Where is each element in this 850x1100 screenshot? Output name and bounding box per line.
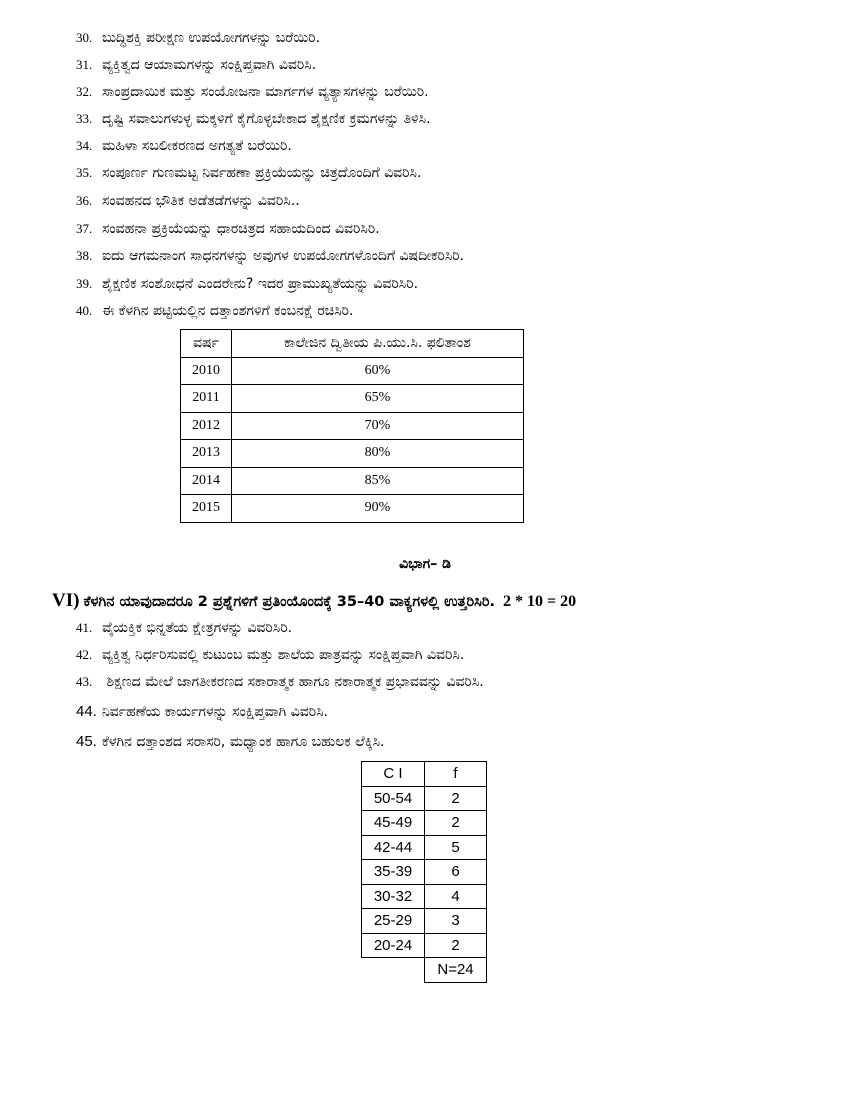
table-row	[362, 786, 487, 811]
question-text: ಸಂವಹನಾ ಪ್ರಕ್ರಿಯೆಯನ್ನು ಧಾರಚಿತ್ರದ ಸಹಾಯದಿಂದ ವಿವರಿಸಿರಿ.	[102, 221, 380, 237]
question-text: ದೃಷ್ಟಿ ಸವಾಲುಗಳುಳ್ಳ ಮಕ್ಕಳಿಗೆ ಕೈಗೊಳ್ಳಬೇಕಾದ ಶೈಕ್ಷಣಿಕ ಕ್ರಮಗಳನ್ನು ತಿಳಿಸಿ.	[102, 111, 431, 127]
empty-cell	[362, 958, 425, 983]
result-cell: 80%	[232, 440, 524, 468]
question-40	[76, 302, 353, 320]
question-number: 39.	[76, 276, 93, 291]
result-header: ಕಾಲೇಜಿನ ದ್ವಿತೀಯ ಪಿ.ಯು.ಸಿ. ಫಲಿತಾಂಶ	[232, 330, 524, 358]
question-number: 40.	[76, 303, 93, 318]
year-cell: 2014	[181, 467, 232, 495]
frequency-header: f	[425, 762, 487, 787]
question-number: 37.	[76, 221, 93, 236]
question-37	[76, 220, 380, 238]
question-31	[76, 56, 316, 74]
question-number: 32.	[76, 84, 93, 99]
question-text: ವ್ಯಕ್ತಿತ್ವ ನಿರ್ಧರಿಸುವಲ್ಲಿ ಕುಟುಂಬ ಮತ್ತು ಶಾಲೆಯ ಪಾತ್ರವನ್ನು ಸಂಕ್ಷಿಪ್ತವಾಗಿ ವಿವರಿಸಿ.	[102, 647, 465, 663]
question-text: ಕೆಳಗಿನ ದತ್ತಾಂಶದ ಸರಾಸರಿ, ಮಧ್ಯಾಂಕ ಹಾಗೂ ಬಹುಲಕ ಲೆಕ್ಕಿಸಿ.	[102, 734, 385, 750]
result-cell: 65%	[232, 385, 524, 413]
question-30	[76, 29, 320, 47]
table-row	[181, 412, 524, 440]
question-number: 44.	[76, 703, 97, 720]
section-d-heading: ವಿಭಾಗ– ಡಿ	[399, 556, 451, 572]
class-interval-cell: 25-29	[362, 909, 425, 934]
result-cell: 60%	[232, 357, 524, 385]
question-32	[76, 83, 429, 101]
class-interval-cell: 35-39	[362, 860, 425, 885]
table-row	[362, 835, 487, 860]
table-header-row	[362, 762, 487, 787]
total-row	[362, 958, 487, 983]
table-row	[362, 884, 487, 909]
table-row	[362, 933, 487, 958]
year-cell: 2011	[181, 385, 232, 413]
class-interval-cell: 42-44	[362, 835, 425, 860]
question-number: 33.	[76, 111, 93, 126]
question-text: ಬುದ್ಧಿಶಕ್ತಿ ಪರೀಕ್ಷಣ ಉಪಯೋಗಗಳನ್ನು ಬರೆಯಿರಿ.	[102, 30, 321, 46]
question-text: ಸಂಪೂರ್ಣ ಗುಣಮಟ್ಟ ನಿರ್ವಹಣಾ ಪ್ರಕ್ರಿಯೆಯನ್ನು ಚಿತ್ರದೊಂದಿಗೆ ವಿವರಿಸಿ.	[102, 165, 422, 181]
question-33	[76, 110, 431, 128]
class-interval-cell: 30-32	[362, 884, 425, 909]
year-cell: 2010	[181, 357, 232, 385]
frequency-cell: 2	[425, 811, 487, 836]
question-34	[76, 137, 292, 155]
question-text: ವ್ಯಕ್ತಿತ್ವದ ಆಯಾಮಗಳನ್ನು ಸಂಕ್ಷಿಪ್ತವಾಗಿ ವಿವರಿಸಿ.	[102, 57, 317, 73]
question-text: ಮಹಿಳಾ ಸಬಲೀಕರಣದ ಅಗತ್ಯತೆ ಬರೆಯಿರಿ.	[102, 138, 292, 154]
year-cell: 2015	[181, 495, 232, 523]
question-36	[76, 192, 300, 210]
question-text: ನಿರ್ವಹಣೆಯ ಕಾರ್ಯಗಳನ್ನು ಸಂಕ್ಷಿಪ್ತವಾಗಿ ವಿವರಿಸಿ.	[102, 704, 329, 720]
question-text: ಈ ಕೆಳಗಿನ ಪಟ್ಟಿಯಲ್ಲಿನ ದತ್ತಾಂಶಗಳಿಗೆ ಕಂಬನಕ್ಷೆ ರಚಿಸಿರಿ.	[102, 303, 354, 319]
question-43	[76, 673, 484, 691]
results-table	[180, 329, 524, 523]
question-text: ಶೈಕ್ಷಣಿಕ ಸಂಶೋಧನೆ ಎಂದರೇನು? ಇದರ ಪ್ರಾಮುಖ್ಯತೆಯನ್ನು ವಿವರಿಸಿರಿ.	[102, 276, 419, 292]
question-number: 35.	[76, 165, 93, 180]
frequency-cell: 2	[425, 786, 487, 811]
table-row	[181, 357, 524, 385]
result-cell: 90%	[232, 495, 524, 523]
year-header: ವರ್ಷ	[181, 330, 232, 358]
result-cell: 70%	[232, 412, 524, 440]
question-number: 43.	[76, 674, 93, 689]
question-number: 36.	[76, 193, 93, 208]
question-text: ಐದು ಆಗಮನಾಂಗ ಸಾಧನಗಳನ್ನು ಅವುಗಳ ಉಪಯೋಗಗಳೊಂದಿಗೆ ವಿಷದೀಕರಿಸಿರಿ.	[102, 248, 465, 264]
question-42	[76, 646, 464, 664]
table-header-row	[181, 330, 524, 358]
year-cell: 2012	[181, 412, 232, 440]
frequency-cell: 6	[425, 860, 487, 885]
table-row	[181, 385, 524, 413]
question-45	[76, 733, 384, 751]
question-35	[76, 164, 421, 182]
class-interval-cell: 45-49	[362, 811, 425, 836]
table-row	[181, 440, 524, 468]
frequency-cell: 3	[425, 909, 487, 934]
frequency-cell: 2	[425, 933, 487, 958]
question-39	[76, 275, 418, 293]
question-41	[76, 619, 292, 637]
result-cell: 85%	[232, 467, 524, 495]
question-text: ವೈಯಕ್ತಿಕ ಭಿನ್ನತೆಯ ಕ್ಷೇತ್ರಗಳನ್ನು ವಿವರಿಸಿರಿ.	[102, 620, 293, 636]
question-number: 30.	[76, 30, 93, 45]
table-row	[181, 495, 524, 523]
question-text: ಸಂವಹನದ ಭೌತಿಕ ಅಡೆತಡೆಗಳನ್ನು ವಿವರಿಸಿ..	[102, 193, 300, 209]
instruction-text: ಕೆಳಗಿನ ಯಾವುದಾದರೂ 2 ಪ್ರಶ್ನೆಗಳಿಗೆ ಪ್ರತಿಂಯೊಂದಕ್ಕೆ 35–40 ವಾಕ್ಯಗಳಲ್ಲಿ ಉತ್ತರಿಸಿರಿ.	[83, 594, 495, 610]
section-d-instruction	[52, 590, 576, 612]
class-interval-cell: 20-24	[362, 933, 425, 958]
question-38	[76, 247, 464, 265]
table-row	[181, 467, 524, 495]
total-cell: N=24	[425, 958, 487, 983]
table-row	[362, 860, 487, 885]
frequency-cell: 4	[425, 884, 487, 909]
question-number: 38.	[76, 248, 93, 263]
frequency-table	[361, 761, 487, 983]
marks-allocation: 2 * 10 = 20	[503, 593, 577, 610]
question-text: ಶಿಕ್ಷಣದ ಮೇಲೆ ಜಾಗತೀಕರಣದ ಸಕಾರಾತ್ಮಕ ಹಾಗೂ ನಕಾರಾತ್ಮಕ ಪ್ರಭಾವವನ್ನು ವಿವರಿಸಿ.	[102, 674, 484, 690]
question-number: 34.	[76, 138, 93, 153]
question-44	[76, 703, 328, 721]
question-number: 31.	[76, 57, 93, 72]
question-text: ಸಾಂಪ್ರದಾಯಿಕ ಮತ್ತು ಸಂಯೋಜನಾ ಮಾರ್ಗಗಳ ವ್ಯತ್ಯಾಸಗಳನ್ನು ಬರೆಯಿರಿ.	[102, 84, 429, 100]
class-interval-cell: 50-54	[362, 786, 425, 811]
class-interval-header: C I	[362, 762, 425, 787]
question-number: 42.	[76, 647, 93, 662]
frequency-cell: 5	[425, 835, 487, 860]
year-cell: 2013	[181, 440, 232, 468]
question-number: 41.	[76, 620, 93, 635]
table-row	[362, 811, 487, 836]
question-number: 45.	[76, 733, 97, 750]
section-roman-number: VI)	[52, 590, 80, 611]
table-row	[362, 909, 487, 934]
